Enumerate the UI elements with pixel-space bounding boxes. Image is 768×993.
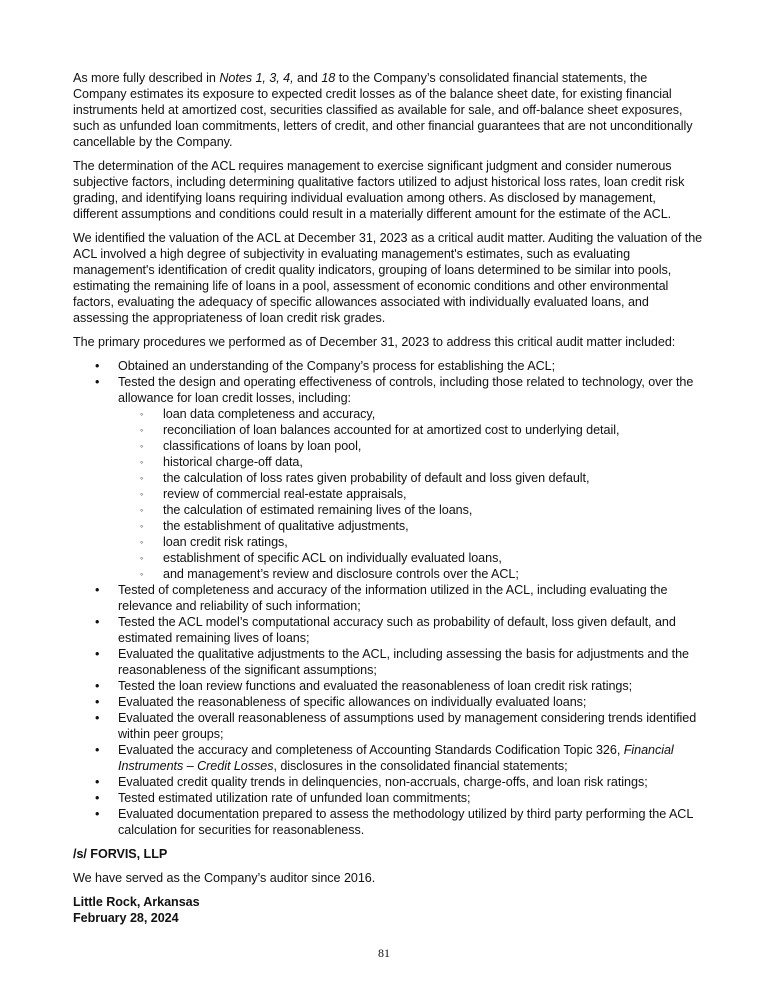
sub-list-item: ◦ reconciliation of loan balances accounted for at amortized cost to underlying detail, [140,423,620,437]
asc-topic-title: Financial Instruments – Credit Losses [118,743,674,773]
sub-list-item: ◦ and management’s review and disclosure controls over the ACL; [140,567,519,581]
bullet-icon: • [95,583,100,597]
document-page [73,70,703,926]
hollow-bullet-icon: ◦ [140,473,144,483]
paragraph-acl-description: As more fully described in Notes 1, 3, 4, and 18 to the Company’s consolidated financial statements, the Company estimates its exposure to expected credit losses as of the balance sheet date, for existing financial instruments held at amortized cost, securities classified as available for sale, and off-balance sheet exposures, such as unfunded loan commitments, letters of credit, and other financial guarantees that are not unconditionally cancellable by the Company. [73,71,693,149]
firm-signature: /s/ FORVIS, LLP [73,847,168,861]
sub-list-item: ◦ the calculation of estimated remaining lives of the loans, [140,503,473,517]
sub-list-item: ◦ loan credit risk ratings, [140,535,288,549]
bullet-icon: • [95,695,100,709]
hollow-bullet-icon: ◦ [140,489,144,499]
note-18-reference: 18 [321,71,336,85]
hollow-bullet-icon: ◦ [140,409,144,419]
bullet-icon: • [95,711,100,725]
bullet-icon: • [95,775,100,789]
list-item: • Evaluated the reasonableness of specific allowances on individually evaluated loans; [95,695,587,709]
bullet-icon: • [95,807,100,821]
bullet-icon: • [95,743,100,757]
sub-list-item: ◦ the calculation of loss rates given probability of default and loss given default, [140,471,590,485]
sub-list-item: ◦ classifications of loans by loan pool, [140,439,362,453]
notes-reference: Notes 1, 3, 4, [219,71,294,85]
signature-date: February 28, 2024 [73,911,179,925]
list-item: • Evaluated credit quality trends in delinquencies, non-accruals, charge-offs, and loan risk ratings; [95,775,648,789]
bullet-icon: • [95,679,100,693]
paragraph-acl-judgment: The determination of the ACL requires management to exercise significant judgment and consider numerous subjective factors, including determining qualitative factors utilized to adjust historical loss rates, loan credit risk grading, and identifying loans requiring individual evaluation among others. As disclosed by management, different assumptions and conditions could result in a materially different amount for the estimate of the ACL. [73,159,685,221]
list-item: • Evaluated the accuracy and completeness of Accounting Standards Codification Topic 326, Financial Instruments – Credit Losses, disclosures in the consolidated financial statements; [95,743,674,773]
list-item: • Tested the design and operating effectiveness of controls, including those related to technology, over the allowance for loan credit losses, including: ◦ loan data completeness and accuracy, ◦ reconciliation of loan balances accounted for at amortized cost to underlying detail, ◦ classifications of loans by loan pool, ◦ historical charge-off data, ◦ the calculation of loss rates given probability of default and loss given default, ◦ review of commercial real-estate appraisals, ◦ the calculation of estimated remaining lives of the loans, ◦ the establishment of qualitative adjustments, ◦ loan credit risk ratings, ◦ establishment of specific ACL on individually evaluated loans, ◦ and management’s review and disclosure controls over the ACL; [73,374,703,582]
paragraph-critical-audit-matter: We identified the valuation of the ACL at December 31, 2023 as a critical audit matter. Auditing the valuation of the ACL involved a high degree of subjectivity in evaluating management's estimates, such as evaluating management's identification of credit quality indicators, grouping of loans determined to be similar into pools, estimating the remaining life of loans in a pool, assessment of economic conditions and other environmental factors, evaluating the adequacy of specific allowances associated with individually evaluated loans, and assessing the appropriateness of loan credit risk grades. [73,231,703,325]
hollow-bullet-icon: ◦ [140,569,144,579]
list-item: • Evaluated the qualitative adjustments to the ACL, including assessing the basis for adjustments and the reasonableness of the significant assumptions; [95,647,690,677]
sub-list-item: ◦ loan data completeness and accuracy, [140,407,376,421]
page-number: 81 [378,946,390,960]
auditor-tenure: We have served as the Company’s auditor since 2016. [73,871,376,885]
list-item: • Tested the loan review functions and evaluated the reasonableness of loan credit risk ratings; [95,679,633,693]
hollow-bullet-icon: ◦ [140,425,144,435]
paragraph-procedures-intro: The primary procedures we performed as of December 31, 2023 to address this critical audit matter included: [73,335,676,349]
bullet-icon: • [95,359,100,373]
list-item: • Tested the ACL model’s computational accuracy such as probability of default, loss given default, and estimated remaining lives of loans; [95,615,676,645]
sub-list-item: ◦ review of commercial real-estate appraisals, [140,487,407,501]
hollow-bullet-icon: ◦ [140,457,144,467]
sub-list-item: ◦ the establishment of qualitative adjustments, [140,519,409,533]
bullet-icon: • [95,375,100,389]
list-item: • Evaluated the overall reasonableness of assumptions used by management considering trends identified within peer groups; [95,711,697,741]
hollow-bullet-icon: ◦ [140,441,144,451]
hollow-bullet-icon: ◦ [140,553,144,563]
list-item: • Obtained an understanding of the Company’s process for establishing the ACL; [95,359,556,373]
bullet-icon: • [95,615,100,629]
bullet-icon: • [95,647,100,661]
hollow-bullet-icon: ◦ [140,521,144,531]
hollow-bullet-icon: ◦ [140,505,144,515]
list-item: • Tested of completeness and accuracy of the information utilized in the ACL, including evaluating the relevance and reliability of such information; [95,583,668,613]
list-item: • Tested estimated utilization rate of unfunded loan commitments; [95,791,471,805]
sub-list-item: ◦ historical charge-off data, [140,455,303,469]
procedures-list [73,358,703,838]
signature-location: Little Rock, Arkansas [73,895,200,909]
hollow-bullet-icon: ◦ [140,537,144,547]
controls-sublist [118,406,703,582]
sub-list-item: ◦ establishment of specific ACL on individually evaluated loans, [140,551,502,565]
list-item: • Evaluated documentation prepared to assess the methodology utilized by third party performing the ACL calculation for securities for reasonableness. [95,807,693,837]
bullet-icon: • [95,791,100,805]
